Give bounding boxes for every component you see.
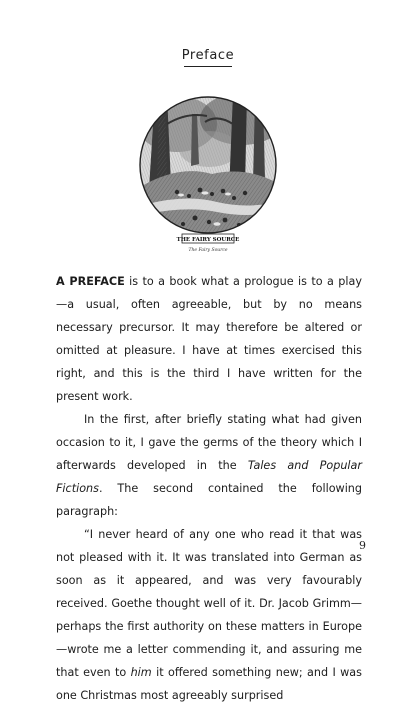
book-title: Tales and Popular Fictions bbox=[56, 459, 362, 495]
paragraph-3 bbox=[56, 523, 362, 707]
engraving-illustration bbox=[137, 94, 279, 260]
preface-lead: A PREFACE bbox=[56, 275, 125, 288]
title-rule bbox=[184, 66, 232, 67]
paragraph-1 bbox=[56, 270, 362, 408]
emphasis-him: him bbox=[130, 666, 152, 679]
paragraph-3-end: it offered something new; and I was one Christmas most agreeably surprised bbox=[56, 666, 362, 702]
paragraph-1-text: is to a book what a prologue is to a play—a usual, often agreeable, but by no means necessary precursor. It may therefore be altered or omitted at pleasure. I have at times exercised this right, and this is the third I have written for the present work. bbox=[56, 275, 362, 403]
paragraph-3-start: “I never heard of any one who read it that was not pleased with it. It was translated into German as soon as it appeared, and was very favourably received. Goethe thought well of it. Dr. Jacob Grimm—perhaps the first authority on these matters in Europe—wrote me a letter commending it, and assuring me that even to bbox=[56, 528, 362, 679]
page-number: 9 bbox=[359, 539, 366, 552]
illustration-subcaption: The Fairy Source bbox=[188, 248, 228, 253]
page-title: Preface bbox=[181, 48, 235, 63]
paragraph-2-start: In the first, after briefly stating what had given occasion to it, I gave the germs of the theory which I afterwards developed in the bbox=[56, 413, 362, 472]
paragraph-2-end: . The second contained the following paragraph: bbox=[56, 482, 362, 518]
engraving-scene bbox=[137, 94, 279, 236]
paragraph-2 bbox=[56, 408, 362, 523]
body-text bbox=[56, 270, 362, 707]
illustration-caption: THE FAIRY SOURCE bbox=[176, 237, 240, 243]
